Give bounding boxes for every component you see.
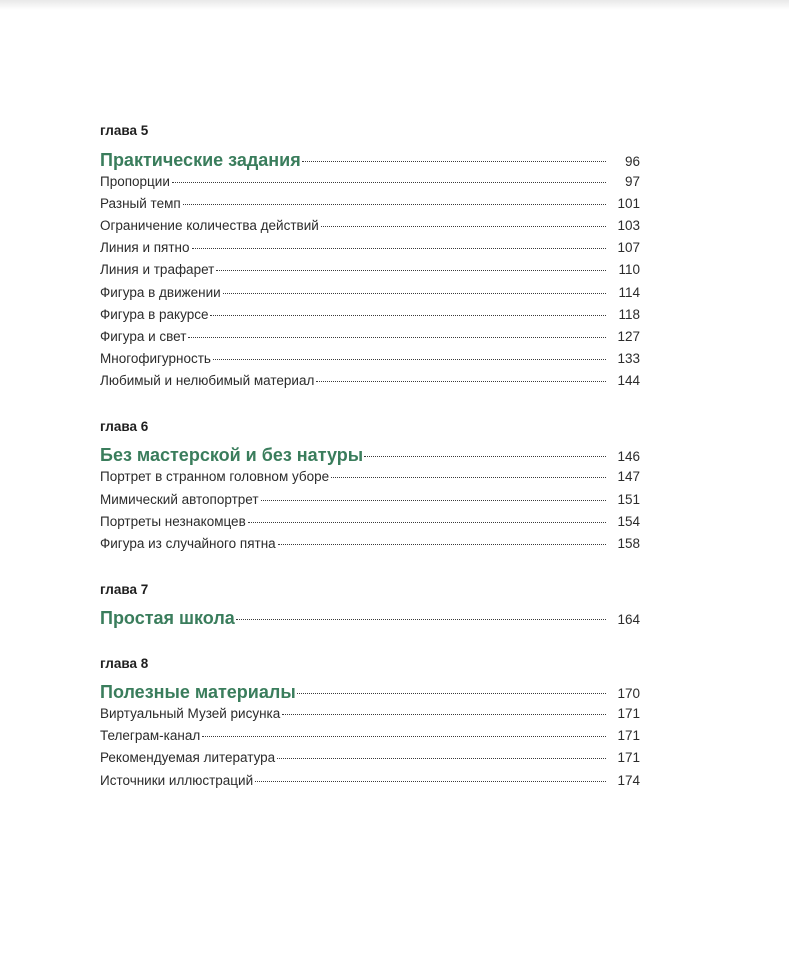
page-number: 164: [617, 612, 640, 627]
toc-entry[interactable]: [100, 706, 640, 721]
dot-leader: [188, 337, 606, 338]
page-number: 96: [624, 154, 640, 169]
entry-title: Фигура из случайного пятна: [100, 536, 276, 551]
dot-leader: [172, 182, 606, 183]
toc-entry[interactable]: [100, 240, 640, 255]
toc-entry[interactable]: [100, 728, 640, 743]
section-title: Простая школа: [100, 608, 235, 628]
entry-title: Фигура в ракурсе: [100, 307, 209, 322]
toc-section[interactable]: [100, 150, 640, 171]
toc-entry[interactable]: [100, 174, 640, 189]
page-number: 133: [617, 351, 640, 366]
dot-leader: [331, 477, 606, 478]
toc-entry[interactable]: [100, 492, 640, 507]
page-number: 107: [617, 240, 640, 255]
entry-title: Рекомендуемая литература: [100, 750, 276, 765]
toc-entry[interactable]: [100, 351, 640, 366]
page-number: 97: [624, 174, 640, 189]
page-number: 103: [617, 218, 640, 233]
entry-title: Линия и трафарет: [100, 262, 215, 277]
dot-leader: [364, 456, 606, 457]
page-top-shadow: [0, 0, 789, 10]
page-number: 171: [617, 750, 640, 765]
page-number: 170: [617, 686, 640, 701]
dot-leader: [316, 381, 606, 382]
entry-title: Телеграм-канал: [100, 728, 201, 743]
toc-entry[interactable]: [100, 285, 640, 300]
page-number: 144: [617, 373, 640, 388]
dot-leader: [297, 693, 606, 694]
section-title: Без мастерской и без натуры: [100, 445, 364, 465]
page-number: 147: [617, 469, 640, 484]
entry-title: Ограничение количества действий: [100, 218, 319, 233]
page-number: 146: [617, 449, 640, 464]
toc-entry[interactable]: [100, 262, 640, 277]
entry-title: Виртуальный Музей рисунка: [100, 706, 281, 721]
toc-entry[interactable]: [100, 750, 640, 765]
page-number: 118: [618, 307, 640, 322]
toc-entry[interactable]: [100, 329, 640, 344]
chapter-label: глава 7: [100, 582, 149, 597]
page-number: 171: [617, 728, 640, 743]
page-number: 151: [617, 492, 640, 507]
entry-title: Источники иллюстраций: [100, 773, 254, 788]
entry-title: Разный темп: [100, 196, 181, 211]
page-number: 110: [618, 262, 640, 277]
entry-title: Многофигурность: [100, 351, 211, 366]
page-number: 127: [617, 329, 640, 344]
dot-leader: [213, 359, 606, 360]
entry-title: Портреты незнакомцев: [100, 514, 246, 529]
entry-title: Мимический автопортрет: [100, 492, 259, 507]
dot-leader: [202, 736, 606, 737]
dot-leader: [248, 522, 606, 523]
toc-entry[interactable]: [100, 307, 640, 322]
dot-leader: [236, 619, 606, 620]
chapter-label: глава 5: [100, 123, 149, 138]
page-number: 158: [617, 536, 640, 551]
entry-title: Любимый и нелюбимый материал: [100, 373, 315, 388]
toc-entry[interactable]: [100, 773, 640, 788]
page-number: 101: [617, 196, 640, 211]
page-number: 174: [617, 773, 640, 788]
chapter-label: глава 8: [100, 656, 149, 671]
toc-entry[interactable]: [100, 514, 640, 529]
toc-entry[interactable]: [100, 373, 640, 388]
dot-leader: [223, 293, 606, 294]
dot-leader: [321, 226, 606, 227]
page-number: 154: [617, 514, 640, 529]
page-number: 114: [618, 285, 640, 300]
dot-leader: [261, 500, 606, 501]
entry-title: Линия и пятно: [100, 240, 190, 255]
dot-leader: [183, 204, 606, 205]
section-title: Практические задания: [100, 150, 301, 170]
entry-title: Портрет в странном головном уборе: [100, 469, 330, 484]
dot-leader: [277, 758, 606, 759]
dot-leader: [302, 161, 606, 162]
toc-entry[interactable]: [100, 218, 640, 233]
toc-section[interactable]: [100, 445, 640, 466]
toc-section[interactable]: [100, 608, 640, 629]
dot-leader: [210, 315, 606, 316]
entry-title: Фигура и свет: [100, 329, 187, 344]
entry-title: Фигура в движении: [100, 285, 221, 300]
toc-section[interactable]: [100, 682, 640, 703]
toc-entry[interactable]: [100, 536, 640, 551]
dot-leader: [192, 248, 606, 249]
entry-title: Пропорции: [100, 174, 170, 189]
toc-entry[interactable]: [100, 469, 640, 484]
dot-leader: [282, 714, 606, 715]
dot-leader: [278, 544, 606, 545]
page-number: 171: [617, 706, 640, 721]
chapter-label: глава 6: [100, 419, 149, 434]
dot-leader: [255, 781, 606, 782]
toc-entry[interactable]: [100, 196, 640, 211]
dot-leader: [216, 270, 606, 271]
section-title: Полезные материалы: [100, 682, 296, 702]
